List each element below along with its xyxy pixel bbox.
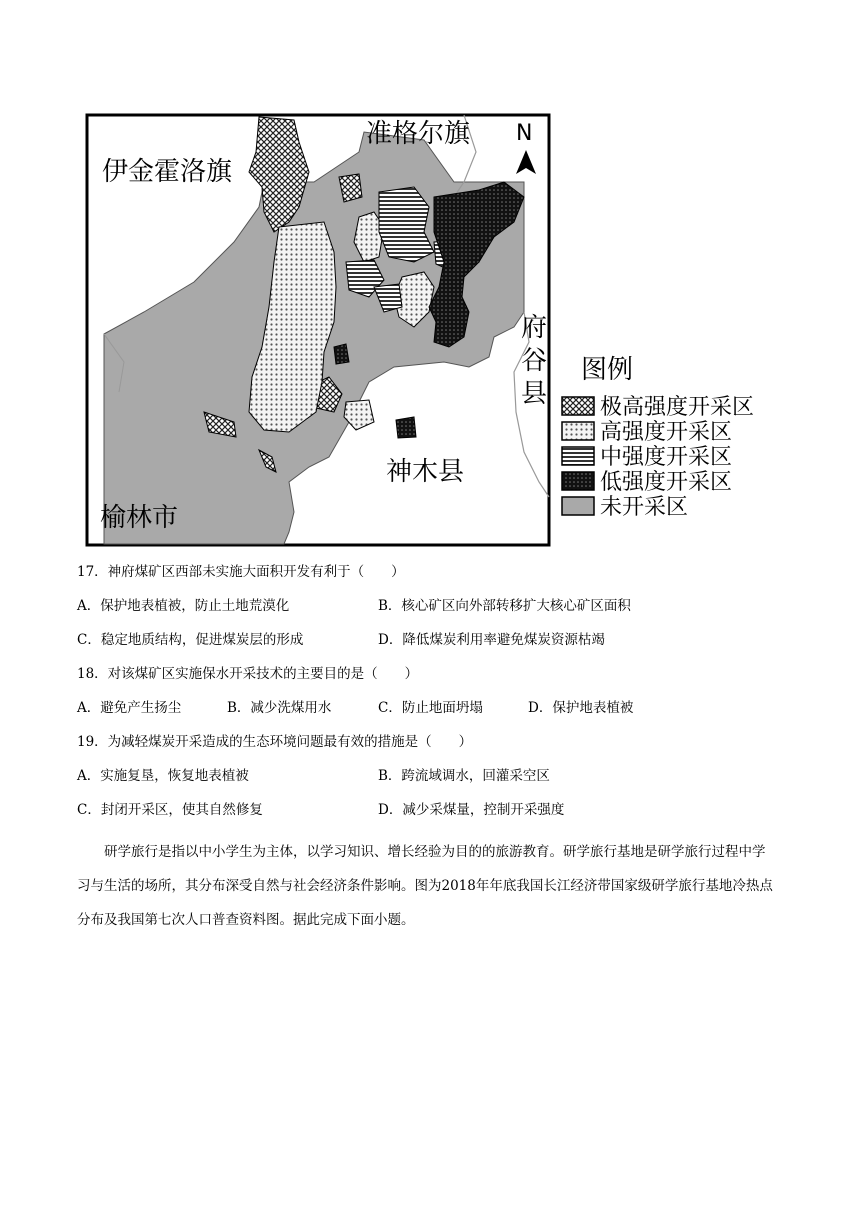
q17-option-a[interactable]: A．保护地表植被，防止土地荒漠化 [77,598,290,614]
svg-text:县: 县 [521,379,548,409]
mining-area-map [84,112,784,548]
question-18-stem: 18．对该煤矿区实施保水开采技术的主要目的是（ ） [77,666,419,682]
label-fugu [521,313,547,409]
svg-text:低强度开采区: 低强度开采区 [600,470,733,495]
label-yulin: 榆林市 [100,503,179,533]
q18-option-b[interactable]: B．减少洗煤用水 [227,700,332,716]
legend-item-very-high [562,395,754,420]
svg-text:高强度开采区: 高强度开采区 [600,420,733,445]
map-legend [562,355,754,520]
question-19-stem: 19．为减轻煤炭开采造成的生态环境问题最有效的措施是（ ） [77,734,473,750]
q18-option-d[interactable]: D．保护地表植被 [528,700,634,716]
map-svg [84,112,784,548]
q19-option-b[interactable]: B．跨流域调水，回灌采空区 [378,768,550,784]
legend-item-unmined [562,495,688,520]
svg-text:府: 府 [521,313,548,343]
svg-text:中强度开采区: 中强度开采区 [600,445,733,470]
legend-item-low [562,470,732,495]
q19-option-c[interactable]: C．封闭开采区，使其自然修复 [77,802,263,818]
q17-option-d[interactable]: D．降低煤炭利用率避免煤炭资源枯竭 [378,632,605,648]
q18-option-a[interactable]: A．避免产生扬尘 [77,700,182,716]
legend-title: 图例 [581,355,634,385]
reading-passage: 研学旅行是指以中小学生为主体，以学习知识、增长经验为目的的旅游教育。研学旅行基地是研学旅行过程中学习与生活的场所，其分布深受自然与社会经济条件影响。图为2018年年底我国长江经济带国家级研学旅行基地冷热点分布及我国第七次人口普查资料图。据此完成下面小题。 [77,844,773,928]
legend-item-medium [562,445,732,470]
svg-text:谷: 谷 [521,346,548,376]
q19-option-d[interactable]: D．减少采煤量，控制开采强度 [378,802,565,818]
svg-text:未开采区: 未开采区 [600,495,689,520]
svg-text:极高强度开采区: 极高强度开采区 [600,395,755,420]
svg-text:N: N [516,121,533,146]
q19-option-a[interactable]: A．实施复垦，恢复地表植被 [77,768,249,784]
q17-option-c[interactable]: C．稳定地质结构，促进煤炭层的形成 [77,632,304,648]
question-17-stem: 17．神府煤矿区西部未实施大面积开发有利于（ ） [77,564,405,580]
label-yijinhuoluo: 伊金霍洛旗 [102,157,233,187]
legend-item-high [562,420,732,445]
label-shenmu: 神木县 [386,457,465,487]
q17-option-b[interactable]: B．核心矿区向外部转移扩大核心矿区面积 [378,598,631,614]
label-zhungeer: 准格尔旗 [366,119,471,149]
q18-option-c[interactable]: C．防止地面坍塌 [378,700,483,716]
